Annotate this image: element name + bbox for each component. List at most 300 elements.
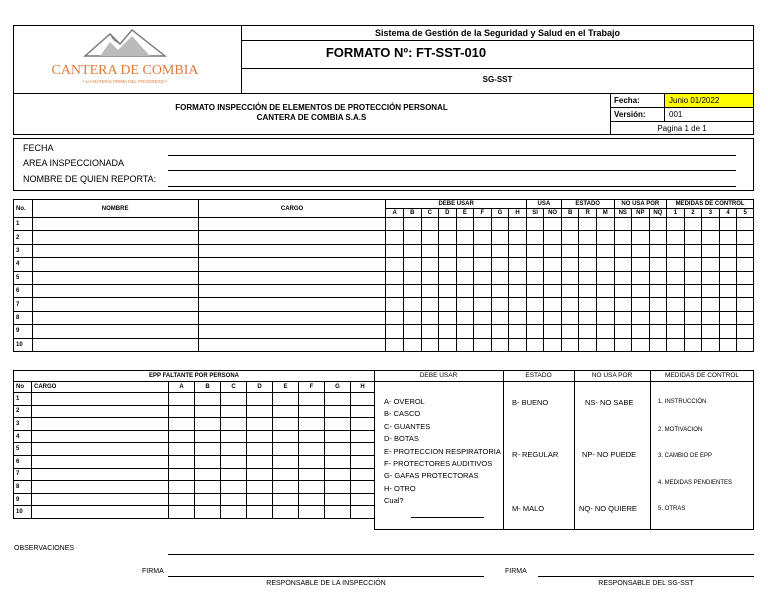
- table-cell[interactable]: [632, 271, 650, 284]
- table-cell[interactable]: [491, 325, 509, 338]
- table-cell[interactable]: [509, 258, 527, 271]
- table-cell[interactable]: [684, 271, 702, 284]
- table-cell[interactable]: [386, 271, 404, 284]
- table-cell[interactable]: [509, 231, 527, 244]
- table-cell[interactable]: [169, 493, 195, 506]
- table-cell[interactable]: [544, 325, 562, 338]
- table-cell[interactable]: [544, 231, 562, 244]
- table-cell[interactable]: [273, 443, 299, 456]
- table-cell[interactable]: [737, 258, 754, 271]
- table-cell[interactable]: [614, 338, 632, 351]
- table-cell[interactable]: [169, 468, 195, 481]
- table-cell[interactable]: [403, 244, 421, 257]
- table-cell[interactable]: [702, 244, 720, 257]
- table-cell[interactable]: [221, 481, 247, 494]
- table-cell[interactable]: [737, 271, 754, 284]
- table-cell[interactable]: [421, 231, 439, 244]
- table-cell[interactable]: [273, 405, 299, 418]
- table-cell[interactable]: [649, 244, 667, 257]
- table-cell[interactable]: [561, 244, 579, 257]
- table-cell[interactable]: [526, 325, 544, 338]
- table-cell[interactable]: [299, 455, 325, 468]
- table-cell[interactable]: [667, 258, 685, 271]
- table-cell[interactable]: [351, 506, 375, 519]
- table-cell[interactable]: [474, 271, 492, 284]
- table-cell[interactable]: [325, 443, 351, 456]
- table-cell[interactable]: [421, 258, 439, 271]
- table-cell[interactable]: [221, 443, 247, 456]
- table-cell[interactable]: [195, 481, 221, 494]
- table-cell[interactable]: [474, 338, 492, 351]
- table-cell[interactable]: [32, 393, 169, 406]
- table-cell[interactable]: [596, 311, 614, 324]
- table-cell[interactable]: [247, 506, 273, 519]
- table-cell[interactable]: [169, 418, 195, 431]
- table-cell[interactable]: [667, 338, 685, 351]
- table-cell[interactable]: [439, 218, 457, 231]
- table-cell[interactable]: [325, 393, 351, 406]
- fecha-field-line[interactable]: [168, 155, 736, 156]
- table-cell[interactable]: [421, 271, 439, 284]
- table-cell[interactable]: [491, 284, 509, 297]
- table-cell[interactable]: [719, 338, 737, 351]
- table-cell[interactable]: [32, 430, 169, 443]
- table-cell[interactable]: [491, 311, 509, 324]
- table-cell[interactable]: [198, 325, 386, 338]
- table-cell[interactable]: [544, 258, 562, 271]
- table-cell[interactable]: [561, 325, 579, 338]
- table-cell[interactable]: [195, 418, 221, 431]
- table-cell[interactable]: [198, 244, 386, 257]
- table-cell[interactable]: [198, 218, 386, 231]
- table-cell[interactable]: [509, 338, 527, 351]
- table-cell[interactable]: [247, 405, 273, 418]
- table-cell[interactable]: [474, 284, 492, 297]
- table-cell[interactable]: [614, 258, 632, 271]
- table-cell[interactable]: [509, 244, 527, 257]
- table-cell[interactable]: [684, 231, 702, 244]
- table-cell[interactable]: [299, 430, 325, 443]
- table-cell[interactable]: [247, 393, 273, 406]
- table-cell[interactable]: [195, 393, 221, 406]
- table-cell[interactable]: [351, 455, 375, 468]
- table-cell[interactable]: [509, 311, 527, 324]
- table-cell[interactable]: [299, 481, 325, 494]
- table-cell[interactable]: [649, 284, 667, 297]
- table-cell[interactable]: [667, 271, 685, 284]
- table-cell[interactable]: [273, 393, 299, 406]
- table-cell[interactable]: [509, 271, 527, 284]
- table-cell[interactable]: [421, 311, 439, 324]
- table-cell[interactable]: [32, 311, 198, 324]
- table-cell[interactable]: [273, 468, 299, 481]
- table-cell[interactable]: [32, 506, 169, 519]
- table-cell[interactable]: [247, 418, 273, 431]
- table-cell[interactable]: [273, 481, 299, 494]
- table-cell[interactable]: [325, 455, 351, 468]
- table-cell[interactable]: [702, 298, 720, 311]
- table-cell[interactable]: [719, 325, 737, 338]
- table-cell[interactable]: [439, 271, 457, 284]
- table-cell[interactable]: [474, 298, 492, 311]
- table-cell[interactable]: [195, 455, 221, 468]
- table-cell[interactable]: [719, 298, 737, 311]
- table-cell[interactable]: [439, 311, 457, 324]
- table-cell[interactable]: [561, 284, 579, 297]
- table-cell[interactable]: [684, 311, 702, 324]
- table-cell[interactable]: [667, 298, 685, 311]
- table-cell[interactable]: [386, 338, 404, 351]
- area-field-line[interactable]: [168, 170, 736, 171]
- table-cell[interactable]: [737, 231, 754, 244]
- table-cell[interactable]: [614, 284, 632, 297]
- table-cell[interactable]: [561, 258, 579, 271]
- table-cell[interactable]: [579, 244, 597, 257]
- table-cell[interactable]: [561, 218, 579, 231]
- table-cell[interactable]: [719, 311, 737, 324]
- table-cell[interactable]: [386, 325, 404, 338]
- table-cell[interactable]: [632, 284, 650, 297]
- table-cell[interactable]: [439, 338, 457, 351]
- table-cell[interactable]: [386, 311, 404, 324]
- table-cell[interactable]: [526, 311, 544, 324]
- table-cell[interactable]: [299, 418, 325, 431]
- table-cell[interactable]: [169, 455, 195, 468]
- table-cell[interactable]: [221, 506, 247, 519]
- table-cell[interactable]: [198, 271, 386, 284]
- table-cell[interactable]: [351, 468, 375, 481]
- table-cell[interactable]: [632, 231, 650, 244]
- table-cell[interactable]: [737, 325, 754, 338]
- table-cell[interactable]: [456, 338, 474, 351]
- table-cell[interactable]: [667, 311, 685, 324]
- table-cell[interactable]: [32, 418, 169, 431]
- table-cell[interactable]: [403, 231, 421, 244]
- table-cell[interactable]: [456, 218, 474, 231]
- table-cell[interactable]: [614, 298, 632, 311]
- table-cell[interactable]: [526, 231, 544, 244]
- table-cell[interactable]: [737, 311, 754, 324]
- table-cell[interactable]: [649, 271, 667, 284]
- table-cell[interactable]: [421, 284, 439, 297]
- table-cell[interactable]: [474, 218, 492, 231]
- table-cell[interactable]: [32, 443, 169, 456]
- table-cell[interactable]: [247, 455, 273, 468]
- table-cell[interactable]: [702, 231, 720, 244]
- table-cell[interactable]: [632, 298, 650, 311]
- table-cell[interactable]: [456, 244, 474, 257]
- table-cell[interactable]: [561, 338, 579, 351]
- table-cell[interactable]: [169, 506, 195, 519]
- table-cell[interactable]: [247, 481, 273, 494]
- table-cell[interactable]: [32, 405, 169, 418]
- table-cell[interactable]: [32, 493, 169, 506]
- table-cell[interactable]: [32, 284, 198, 297]
- table-cell[interactable]: [386, 258, 404, 271]
- table-cell[interactable]: [247, 443, 273, 456]
- table-cell[interactable]: [526, 244, 544, 257]
- table-cell[interactable]: [325, 481, 351, 494]
- table-cell[interactable]: [667, 231, 685, 244]
- table-cell[interactable]: [702, 325, 720, 338]
- table-cell[interactable]: [325, 493, 351, 506]
- table-cell[interactable]: [198, 284, 386, 297]
- table-cell[interactable]: [474, 325, 492, 338]
- table-cell[interactable]: [474, 231, 492, 244]
- table-cell[interactable]: [491, 231, 509, 244]
- table-cell[interactable]: [544, 311, 562, 324]
- table-cell[interactable]: [649, 258, 667, 271]
- table-cell[interactable]: [299, 506, 325, 519]
- table-cell[interactable]: [247, 468, 273, 481]
- table-cell[interactable]: [719, 244, 737, 257]
- table-cell[interactable]: [474, 244, 492, 257]
- table-cell[interactable]: [273, 418, 299, 431]
- table-cell[interactable]: [684, 218, 702, 231]
- table-cell[interactable]: [702, 258, 720, 271]
- table-cell[interactable]: [649, 338, 667, 351]
- table-cell[interactable]: [32, 231, 198, 244]
- table-cell[interactable]: [421, 325, 439, 338]
- table-cell[interactable]: [491, 271, 509, 284]
- table-cell[interactable]: [614, 244, 632, 257]
- table-cell[interactable]: [579, 298, 597, 311]
- table-cell[interactable]: [32, 455, 169, 468]
- table-cell[interactable]: [596, 298, 614, 311]
- table-cell[interactable]: [273, 506, 299, 519]
- table-cell[interactable]: [221, 493, 247, 506]
- table-cell[interactable]: [684, 325, 702, 338]
- table-cell[interactable]: [702, 311, 720, 324]
- table-cell[interactable]: [649, 231, 667, 244]
- reporter-field-line[interactable]: [168, 186, 736, 187]
- table-cell[interactable]: [579, 338, 597, 351]
- table-cell[interactable]: [439, 244, 457, 257]
- table-cell[interactable]: [456, 231, 474, 244]
- table-cell[interactable]: [195, 493, 221, 506]
- table-cell[interactable]: [221, 393, 247, 406]
- table-cell[interactable]: [491, 338, 509, 351]
- table-cell[interactable]: [169, 393, 195, 406]
- table-cell[interactable]: [198, 311, 386, 324]
- table-cell[interactable]: [456, 325, 474, 338]
- table-cell[interactable]: [221, 418, 247, 431]
- table-cell[interactable]: [221, 405, 247, 418]
- table-cell[interactable]: [198, 258, 386, 271]
- table-cell[interactable]: [509, 325, 527, 338]
- table-cell[interactable]: [684, 298, 702, 311]
- table-cell[interactable]: [273, 430, 299, 443]
- table-cell[interactable]: [561, 231, 579, 244]
- table-cell[interactable]: [596, 325, 614, 338]
- table-cell[interactable]: [169, 443, 195, 456]
- table-cell[interactable]: [421, 244, 439, 257]
- table-cell[interactable]: [439, 231, 457, 244]
- table-cell[interactable]: [32, 325, 198, 338]
- table-cell[interactable]: [737, 244, 754, 257]
- firma-2-line[interactable]: [538, 576, 754, 577]
- table-cell[interactable]: [221, 455, 247, 468]
- table-cell[interactable]: [221, 468, 247, 481]
- table-cell[interactable]: [684, 244, 702, 257]
- table-cell[interactable]: [247, 493, 273, 506]
- table-cell[interactable]: [614, 218, 632, 231]
- table-cell[interactable]: [351, 418, 375, 431]
- table-cell[interactable]: [169, 405, 195, 418]
- table-cell[interactable]: [719, 231, 737, 244]
- table-cell[interactable]: [491, 298, 509, 311]
- table-cell[interactable]: [579, 258, 597, 271]
- table-cell[interactable]: [596, 244, 614, 257]
- table-cell[interactable]: [737, 298, 754, 311]
- table-cell[interactable]: [195, 443, 221, 456]
- firma-1-line[interactable]: [168, 576, 484, 577]
- table-cell[interactable]: [579, 271, 597, 284]
- table-cell[interactable]: [719, 284, 737, 297]
- table-cell[interactable]: [614, 325, 632, 338]
- table-cell[interactable]: [544, 338, 562, 351]
- table-cell[interactable]: [702, 271, 720, 284]
- table-cell[interactable]: [561, 271, 579, 284]
- table-cell[interactable]: [32, 298, 198, 311]
- table-cell[interactable]: [579, 284, 597, 297]
- table-cell[interactable]: [299, 393, 325, 406]
- table-cell[interactable]: [195, 405, 221, 418]
- table-cell[interactable]: [667, 284, 685, 297]
- table-cell[interactable]: [526, 218, 544, 231]
- table-cell[interactable]: [667, 218, 685, 231]
- table-cell[interactable]: [403, 311, 421, 324]
- table-cell[interactable]: [509, 298, 527, 311]
- table-cell[interactable]: [421, 298, 439, 311]
- observaciones-line[interactable]: [168, 554, 754, 555]
- table-cell[interactable]: [325, 418, 351, 431]
- table-cell[interactable]: [491, 258, 509, 271]
- table-cell[interactable]: [719, 258, 737, 271]
- table-cell[interactable]: [596, 271, 614, 284]
- table-cell[interactable]: [386, 244, 404, 257]
- table-cell[interactable]: [544, 298, 562, 311]
- table-cell[interactable]: [386, 298, 404, 311]
- table-cell[interactable]: [509, 284, 527, 297]
- table-cell[interactable]: [702, 284, 720, 297]
- table-cell[interactable]: [596, 284, 614, 297]
- table-cell[interactable]: [386, 218, 404, 231]
- table-cell[interactable]: [439, 284, 457, 297]
- table-cell[interactable]: [526, 258, 544, 271]
- table-cell[interactable]: [561, 298, 579, 311]
- table-cell[interactable]: [403, 271, 421, 284]
- table-cell[interactable]: [544, 244, 562, 257]
- table-cell[interactable]: [273, 455, 299, 468]
- table-cell[interactable]: [403, 258, 421, 271]
- table-cell[interactable]: [719, 271, 737, 284]
- table-cell[interactable]: [456, 284, 474, 297]
- table-cell[interactable]: [32, 481, 169, 494]
- table-cell[interactable]: [351, 443, 375, 456]
- table-cell[interactable]: [403, 298, 421, 311]
- table-cell[interactable]: [561, 311, 579, 324]
- table-cell[interactable]: [221, 430, 247, 443]
- table-cell[interactable]: [491, 244, 509, 257]
- table-cell[interactable]: [421, 218, 439, 231]
- table-cell[interactable]: [456, 271, 474, 284]
- table-cell[interactable]: [195, 468, 221, 481]
- table-cell[interactable]: [702, 218, 720, 231]
- table-cell[interactable]: [439, 298, 457, 311]
- table-cell[interactable]: [544, 218, 562, 231]
- table-cell[interactable]: [684, 338, 702, 351]
- table-cell[interactable]: [684, 258, 702, 271]
- table-cell[interactable]: [474, 258, 492, 271]
- table-cell[interactable]: [509, 218, 527, 231]
- table-cell[interactable]: [614, 271, 632, 284]
- table-cell[interactable]: [325, 506, 351, 519]
- table-cell[interactable]: [737, 218, 754, 231]
- table-cell[interactable]: [299, 405, 325, 418]
- table-cell[interactable]: [579, 231, 597, 244]
- table-cell[interactable]: [456, 298, 474, 311]
- table-cell[interactable]: [32, 271, 198, 284]
- table-cell[interactable]: [702, 338, 720, 351]
- table-cell[interactable]: [325, 430, 351, 443]
- table-cell[interactable]: [32, 258, 198, 271]
- table-cell[interactable]: [649, 298, 667, 311]
- table-cell[interactable]: [579, 325, 597, 338]
- table-cell[interactable]: [299, 443, 325, 456]
- table-cell[interactable]: [632, 218, 650, 231]
- table-cell[interactable]: [632, 258, 650, 271]
- table-cell[interactable]: [195, 506, 221, 519]
- table-cell[interactable]: [632, 325, 650, 338]
- table-cell[interactable]: [614, 311, 632, 324]
- table-cell[interactable]: [649, 218, 667, 231]
- table-cell[interactable]: [632, 244, 650, 257]
- table-cell[interactable]: [596, 338, 614, 351]
- table-cell[interactable]: [632, 311, 650, 324]
- table-cell[interactable]: [32, 468, 169, 481]
- table-cell[interactable]: [198, 231, 386, 244]
- table-cell[interactable]: [439, 258, 457, 271]
- table-cell[interactable]: [32, 218, 198, 231]
- table-cell[interactable]: [474, 311, 492, 324]
- table-cell[interactable]: [667, 325, 685, 338]
- table-cell[interactable]: [325, 468, 351, 481]
- table-cell[interactable]: [649, 325, 667, 338]
- table-cell[interactable]: [403, 284, 421, 297]
- table-cell[interactable]: [614, 231, 632, 244]
- table-cell[interactable]: [544, 284, 562, 297]
- table-cell[interactable]: [198, 338, 386, 351]
- table-cell[interactable]: [526, 271, 544, 284]
- table-cell[interactable]: [579, 311, 597, 324]
- table-cell[interactable]: [719, 218, 737, 231]
- table-cell[interactable]: [351, 481, 375, 494]
- table-cell[interactable]: [456, 311, 474, 324]
- table-cell[interactable]: [386, 231, 404, 244]
- table-cell[interactable]: [544, 271, 562, 284]
- table-cell[interactable]: [439, 325, 457, 338]
- table-cell[interactable]: [684, 284, 702, 297]
- table-cell[interactable]: [169, 481, 195, 494]
- table-cell[interactable]: [198, 298, 386, 311]
- cual-field-line[interactable]: [411, 517, 484, 518]
- table-cell[interactable]: [247, 430, 273, 443]
- table-cell[interactable]: [596, 258, 614, 271]
- table-cell[interactable]: [351, 405, 375, 418]
- table-cell[interactable]: [596, 218, 614, 231]
- table-cell[interactable]: [32, 338, 198, 351]
